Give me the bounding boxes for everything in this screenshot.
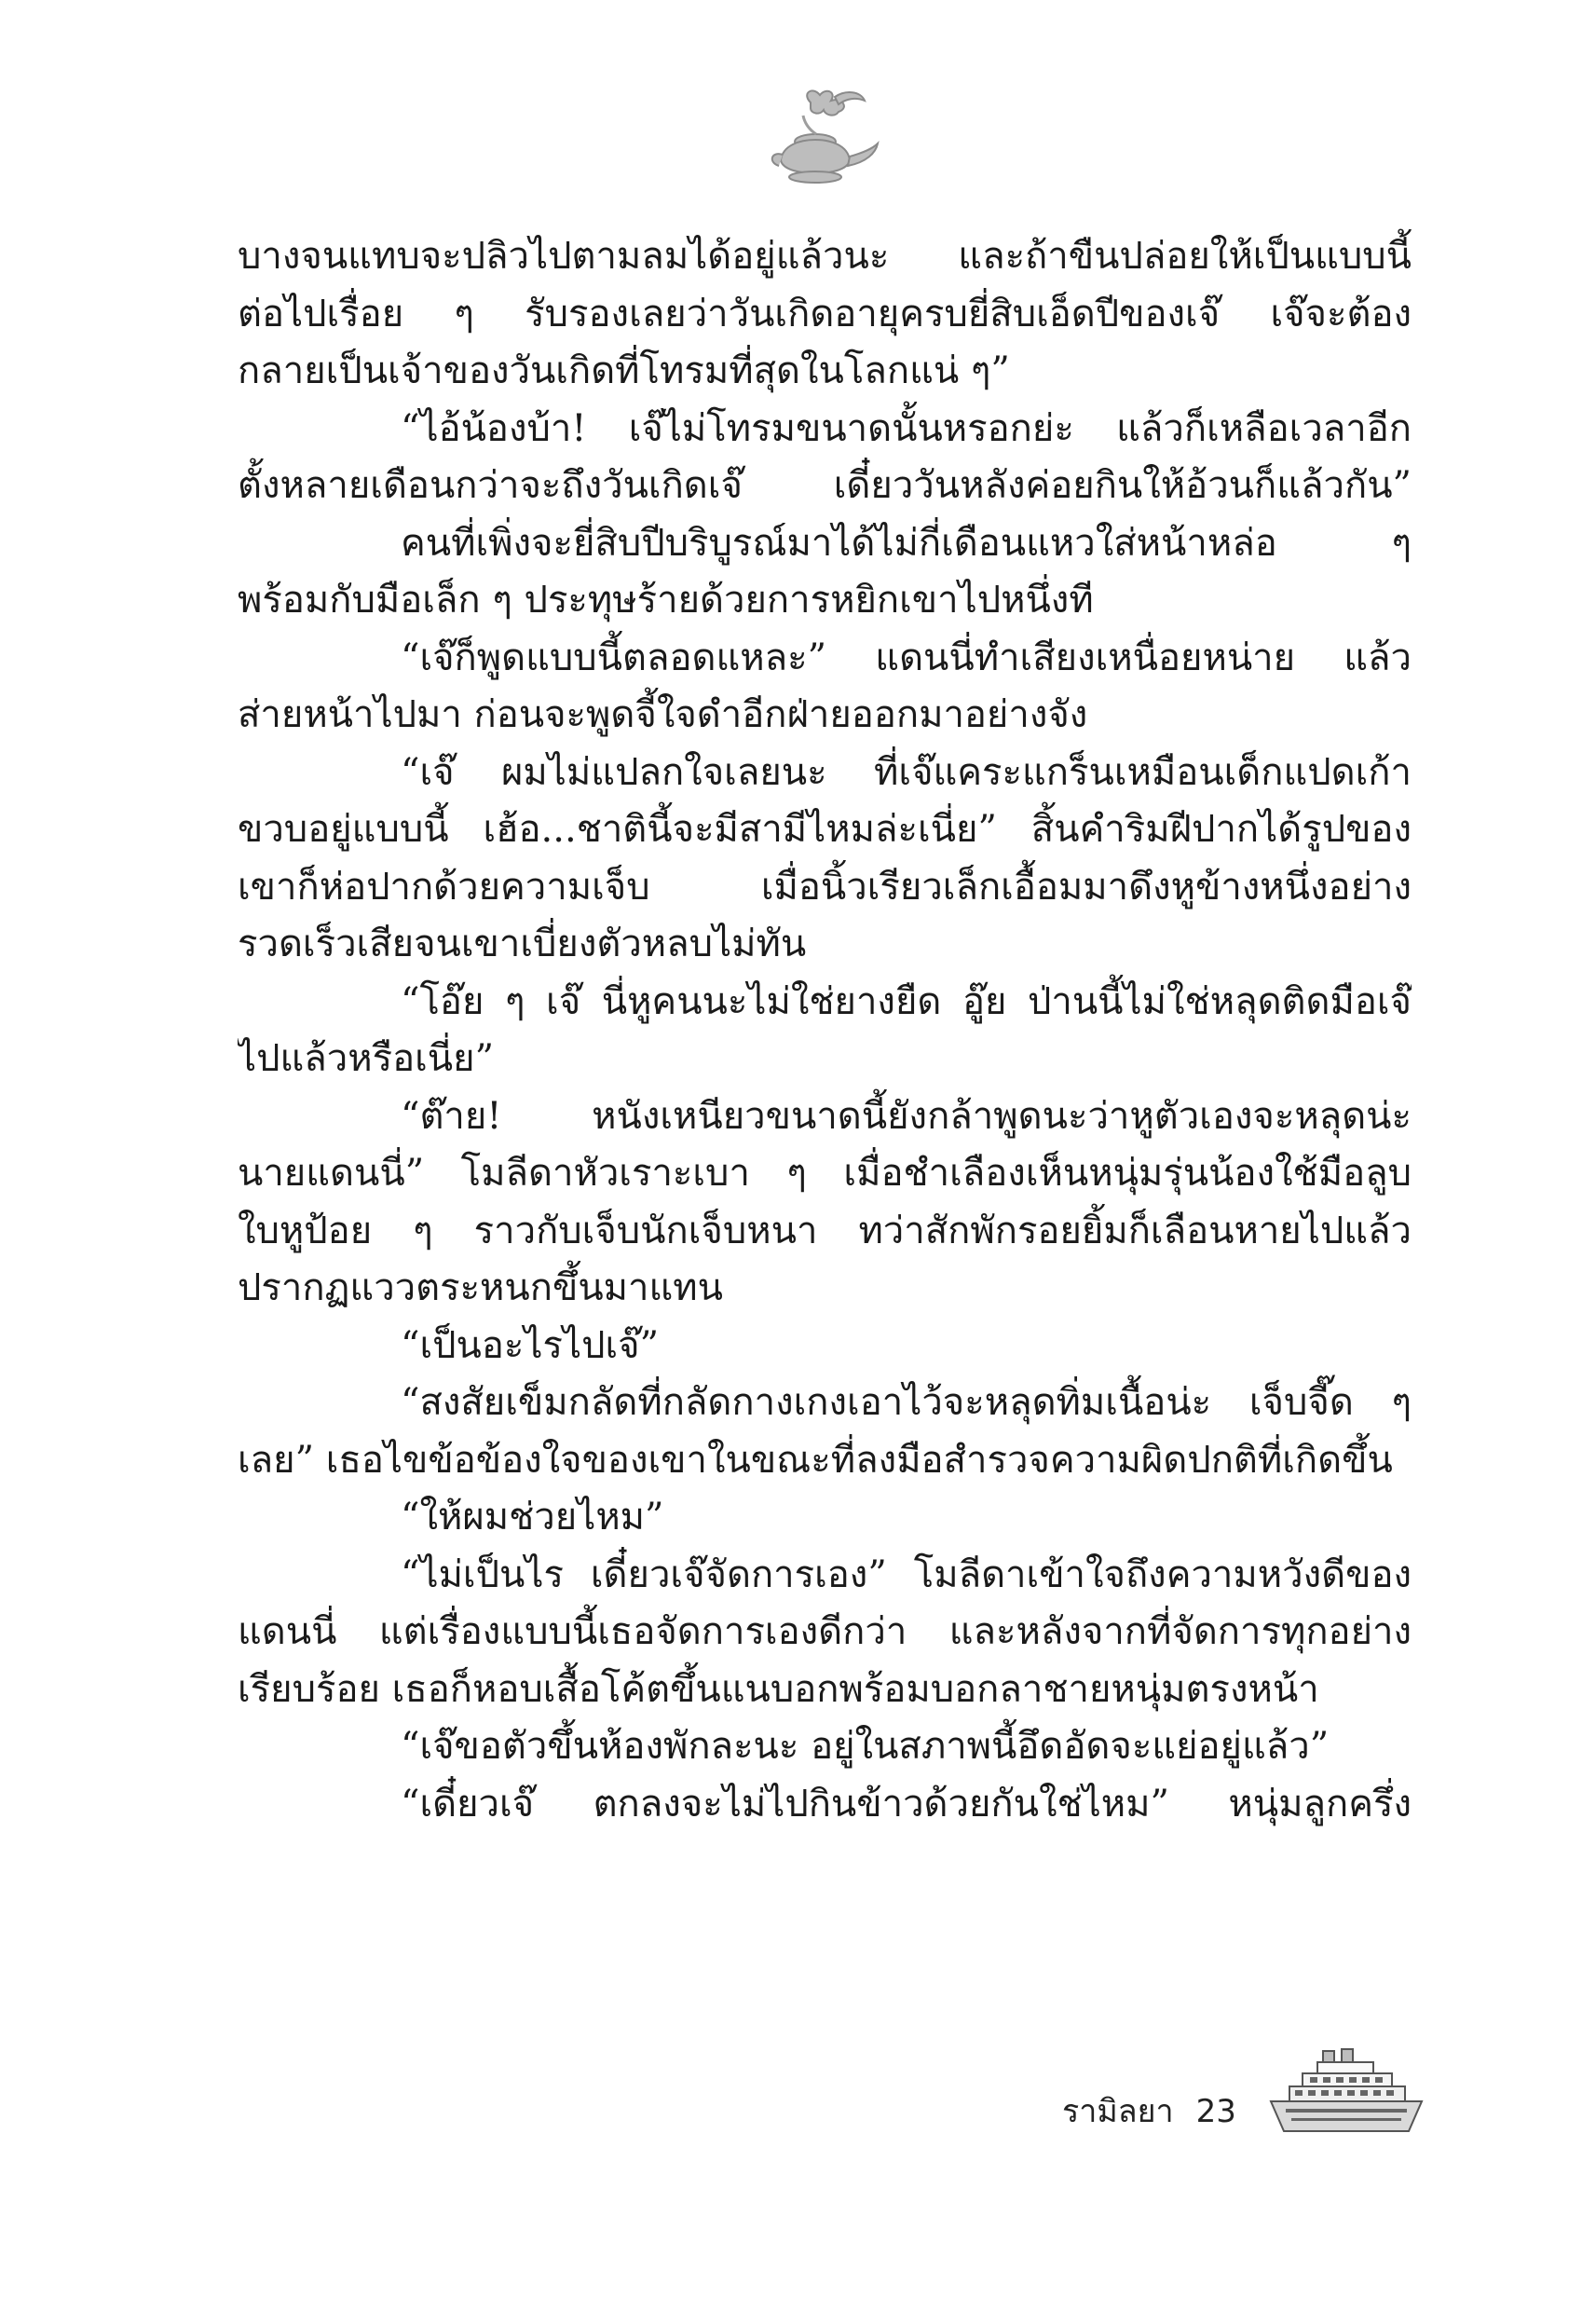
- text-line: กลายเป็นเจ้าของวันเกิดที่โทรมที่สุดในโลกแน่ ๆ”: [238, 349, 1010, 392]
- text-line: ต่อไปเรื่อย ๆ รับรองเลยว่าวันเกิดอายุครบยี่สิบเอ็ดปีของเจ๊ เจ๊จะต้อง: [238, 292, 1412, 335]
- text-line: “ไม่เป็นไร เดี๋ยวเจ๊จัดการเอง” โมลีดาเข้าใจถึงความหวังดีของ: [401, 1552, 1412, 1596]
- running-footer: [1062, 2085, 1236, 2136]
- book-title: รามิลยา: [1062, 2093, 1174, 2130]
- text-line: “เจ๊ ผมไม่แปลกใจเลยนะ ที่เจ๊แคระแกร็นเหมือนเด็กแปดเก้า: [401, 750, 1412, 794]
- text-line: “สงสัยเข็มกลัดที่กลัดกางเกงเอาไว้จะหลุดทิ่มเนื้อน่ะ เจ็บจี๊ด ๆ: [401, 1381, 1412, 1424]
- text-line: เรียบร้อย เธอก็หอบเสื้อโค้ตขึ้นแนบอกพร้อมบอกลาชายหนุ่มตรงหน้า: [238, 1667, 1319, 1711]
- text-line: “เจ๊ขอตัวขึ้นห้องพักละนะ อยู่ในสภาพนี้อึดอัดจะแย่อยู่แล้ว”: [401, 1725, 1330, 1768]
- text-line: “เป็นอะไรไปเจ๊”: [401, 1323, 660, 1367]
- text-line: พร้อมกับมือเล็ก ๆ ประทุษร้ายด้วยการหยิกเขาไปหนึ่งที: [238, 579, 1094, 622]
- text-line: “โอ๊ย ๆ เจ๊ นี่หูคนนะไม่ใช่ยางยืด อู๊ย ป่านนี้ไม่ใช่หลุดติดมือเจ๊: [401, 979, 1412, 1023]
- text-line: แดนนี่ แต่เรื่องแบบนี้เธอจัดการเองดีกว่า และหลังจากที่จัดการทุกอย่าง: [238, 1610, 1412, 1653]
- text-line: ขวบอยู่แบบนี้ เฮ้อ...ชาตินี้จะมีสามีไหมล่ะเนี่ย” สิ้นคำริมฝีปากได้รูปของ: [238, 808, 1412, 851]
- text-line: “ให้ผมช่วยไหม”: [401, 1496, 664, 1538]
- text-line: ตั้งหลายเดือนกว่าจะถึงวันเกิดเจ๊ เดี๋ยววันหลังค่อยกินให้อ้วนก็แล้วกัน”: [238, 464, 1412, 507]
- text-line: เลย” เธอไขข้อข้องใจของเขาในขณะที่ลงมือสำรวจความผิดปกติที่เกิดขึ้น: [238, 1438, 1393, 1482]
- text-line: ส่ายหน้าไปมา ก่อนจะพูดจี้ใจดำอีกฝ่ายออกมาอย่างจัง: [238, 693, 1088, 736]
- text-line: รวดเร็วเสียจนเขาเบี่ยงตัวหลบไม่ทัน: [238, 923, 807, 965]
- text-line: ใบหูป้อย ๆ ราวกับเจ็บนักเจ็บหนา ทว่าสักพักรอยยิ้มก็เลือนหายไปแล้ว: [238, 1209, 1412, 1252]
- page-number: 23: [1195, 2093, 1236, 2130]
- text-line: คนที่เพิ่งจะยี่สิบปีบริบูรณ์มาได้ไม่กี่เดือนแหวใส่หน้าหล่อ ๆ: [401, 521, 1412, 565]
- text-line: นายแดนนี่” โมลีดาหัวเราะเบา ๆ เมื่อชำเลืองเห็นหนุ่มรุ่นน้องใช้มือลูบ: [238, 1152, 1412, 1195]
- text-line: บางจนแทบจะปลิวไปตามลมได้อยู่แล้วนะ และถ้าขืนปล่อยให้เป็นแบบนี้: [238, 235, 1412, 278]
- text-line: เขาก็ห่อปากด้วยความเจ็บ เมื่อนิ้วเรียวเล็กเอื้อมมาดึงหูข้างหนึ่งอย่าง: [238, 865, 1412, 909]
- text-line: “ไอ้น้องบ้า! เจ๊ไม่โทรมขนาดนั้นหรอกย่ะ แล้วก็เหลือเวลาอีก: [401, 406, 1412, 450]
- chapter-body-text: [238, 228, 1412, 1833]
- genie-lamp-icon: [745, 84, 885, 196]
- text-line: ปรากฏแววตระหนกขึ้นมาแทน: [238, 1266, 723, 1309]
- text-line: “เจ๊ก็พูดแบบนี้ตลอดแหละ” แดนนี่ทำเสียงเหนื่อยหน่าย แล้ว: [401, 636, 1412, 679]
- text-line: “ต๊าย! หนังเหนียวขนาดนี้ยังกล้าพูดนะว่าหูตัวเองจะหลุดน่ะ: [401, 1094, 1412, 1138]
- text-line: “เดี๋ยวเจ๊ ตกลงจะไม่ไปกินข้าวด้วยกันใช่ไหม” หนุ่มลูกครึ่ง: [401, 1782, 1412, 1826]
- cruise-ship-icon: [1267, 2045, 1425, 2139]
- text-line: ไปแล้วหรือเนี่ย”: [238, 1037, 495, 1080]
